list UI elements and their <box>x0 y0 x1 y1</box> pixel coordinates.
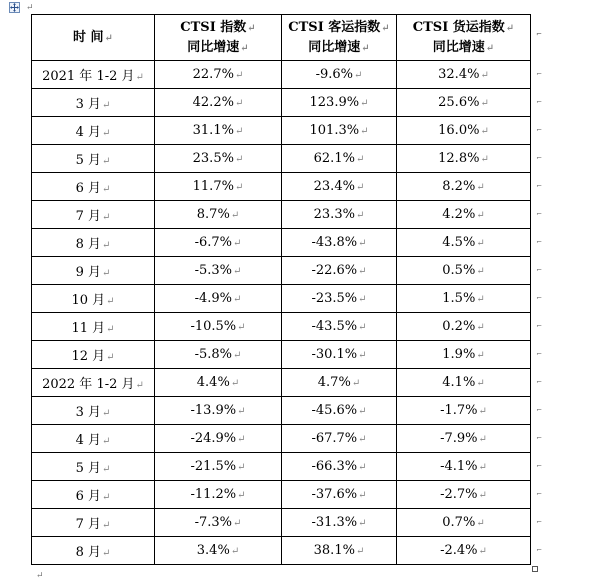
cell-freight <box>397 145 542 173</box>
cell-passenger-value: -67.7% <box>311 431 358 446</box>
cell-ctsi <box>155 229 282 257</box>
cell-end-mark-icon: ↵ <box>476 350 485 361</box>
cell-freight-value: -2.7% <box>440 487 478 502</box>
cell-end-mark-icon: ↵ <box>354 70 363 81</box>
cell-freight-value: 0.7% <box>442 515 476 530</box>
cell-end-mark-icon: ↵ <box>480 70 489 81</box>
cell-passenger-value: -9.6% <box>315 67 354 82</box>
cell-freight <box>397 425 542 453</box>
cell-end-mark-icon: ↵ <box>478 546 487 557</box>
cell-ctsi-value: 4.4% <box>196 375 230 390</box>
header-ctsi-line2: 同比增速 <box>187 39 240 55</box>
table-row <box>32 145 531 173</box>
cell-freight-value: 4.5% <box>442 235 476 250</box>
cell-time <box>32 537 155 565</box>
cell-ctsi <box>155 285 282 313</box>
cell-freight <box>397 89 542 117</box>
cell-end-mark-icon: ↵ <box>351 378 361 389</box>
cell-ctsi-value: -10.5% <box>190 319 237 334</box>
cell-passenger <box>282 509 397 537</box>
header-time-label: 时 间 <box>73 29 104 45</box>
cell-freight-value: 0.5% <box>442 263 476 278</box>
cell-end-mark-icon: ↵ <box>360 98 369 109</box>
cell-time <box>32 313 155 341</box>
cell-end-mark-icon: ↵ <box>476 378 485 389</box>
row-end-mark-icon: ⌐ <box>536 490 542 498</box>
cell-ctsi <box>155 313 282 341</box>
cell-end-mark-icon: ↵ <box>234 70 244 81</box>
row-end-mark-icon: ⌐ <box>536 294 542 302</box>
table-row <box>32 201 531 229</box>
cell-ctsi-value: 31.1% <box>192 123 234 138</box>
cell-ctsi <box>155 537 282 565</box>
cell-passenger-value: -45.6% <box>311 403 358 418</box>
cell-end-mark-icon: ↵ <box>355 210 365 221</box>
cell-passenger <box>282 481 397 509</box>
table-row <box>32 61 531 89</box>
cell-passenger <box>282 229 397 257</box>
cell-ctsi <box>155 509 282 537</box>
row-end-mark-icon: ⌐ <box>536 406 542 414</box>
row-end-mark-icon: ⌐ <box>536 154 542 162</box>
cell-time <box>32 61 155 89</box>
row-end-mark-icon: ⌐ <box>536 518 542 526</box>
cell-time <box>32 89 155 117</box>
cell-freight <box>397 229 542 257</box>
cell-end-mark-icon: ↵ <box>485 42 495 54</box>
cell-end-mark-icon: ↵ <box>358 406 367 417</box>
cell-freight-value: 8.2% <box>442 179 476 194</box>
cell-end-mark-icon: ↵ <box>478 490 487 501</box>
cell-end-mark-icon: ↵ <box>230 210 240 221</box>
header-freight <box>397 15 542 61</box>
row-end-mark-icon: ⌐ <box>536 126 542 134</box>
cell-time <box>32 481 155 509</box>
cell-end-mark-icon: ↵ <box>234 126 244 137</box>
cell-passenger <box>282 117 397 145</box>
cell-end-mark-icon: ↵ <box>237 322 246 333</box>
cell-passenger <box>282 341 397 369</box>
cell-passenger-value: -43.8% <box>311 235 358 250</box>
cell-end-mark-icon: ↵ <box>102 128 111 139</box>
table-row <box>32 285 531 313</box>
cell-ctsi-value: -5.3% <box>194 263 233 278</box>
header-ctsi-line1: CTSI 指数 <box>180 19 247 35</box>
cell-end-mark-icon: ↵ <box>247 22 256 34</box>
table-row <box>32 313 531 341</box>
cell-freight <box>397 285 542 313</box>
cell-end-mark-icon: ↵ <box>234 98 244 109</box>
cell-time-value: 12 月 <box>71 349 106 364</box>
cell-ctsi <box>155 173 282 201</box>
cell-time-value: 7 月 <box>75 209 101 224</box>
cell-freight <box>397 537 542 565</box>
table-row <box>32 369 531 397</box>
cell-time <box>32 425 155 453</box>
cell-passenger-value: -22.6% <box>311 263 358 278</box>
cell-freight <box>397 453 542 481</box>
cell-freight-value: 0.2% <box>442 319 476 334</box>
cell-time <box>32 201 155 229</box>
cell-ctsi <box>155 257 282 285</box>
cell-freight <box>397 509 542 537</box>
cell-time <box>32 397 155 425</box>
cell-ctsi-value: -4.9% <box>194 291 233 306</box>
cell-passenger-value: 4.7% <box>317 375 351 390</box>
cell-time-value: 8 月 <box>75 545 101 560</box>
cell-time-value: 7 月 <box>75 517 101 532</box>
cell-time-value: 9 月 <box>75 265 101 280</box>
cell-passenger <box>282 257 397 285</box>
header-freight-line1: CTSI 货运指数 <box>412 19 505 35</box>
cell-ctsi-value: -7.3% <box>194 515 233 530</box>
cell-time <box>32 341 155 369</box>
cell-end-mark-icon: ↵ <box>381 22 390 34</box>
table-header-row <box>32 15 531 61</box>
cell-passenger-value: -66.3% <box>311 459 358 474</box>
cell-ctsi <box>155 481 282 509</box>
cell-end-mark-icon: ↵ <box>233 294 242 305</box>
cell-passenger <box>282 425 397 453</box>
cell-time-value: 8 月 <box>75 237 101 252</box>
cell-time <box>32 453 155 481</box>
cell-freight-value: -7.9% <box>440 431 478 446</box>
cell-ctsi-value: 22.7% <box>192 67 234 82</box>
cell-passenger-value: 23.3% <box>313 207 355 222</box>
cell-end-mark-icon: ↵ <box>355 546 365 557</box>
cell-end-mark-icon: ↵ <box>505 22 515 34</box>
cell-end-mark-icon: ↵ <box>102 464 111 475</box>
cell-end-mark-icon: ↵ <box>240 42 249 54</box>
cell-time-value: 11 月 <box>71 321 106 336</box>
cell-freight-value: 4.1% <box>442 375 476 390</box>
table-row <box>32 453 531 481</box>
row-end-mark-icon: ⌐ <box>536 350 542 358</box>
cell-time-value: 4 月 <box>75 125 101 140</box>
cell-time-value: 2022 年 1-2 月 <box>42 377 135 392</box>
cell-end-mark-icon: ↵ <box>476 322 485 333</box>
cell-freight-value: 12.8% <box>438 151 480 166</box>
cell-passenger-value: -43.5% <box>311 319 358 334</box>
cell-ctsi <box>155 89 282 117</box>
cell-end-mark-icon: ↵ <box>230 546 240 557</box>
cell-end-mark-icon: ↵ <box>358 238 367 249</box>
header-time <box>32 15 155 61</box>
cell-ctsi-value: -13.9% <box>190 403 237 418</box>
cell-end-mark-icon: ↵ <box>478 406 487 417</box>
cell-passenger-value: 62.1% <box>313 151 355 166</box>
cell-ctsi-value: -5.8% <box>194 347 233 362</box>
cell-freight-value: 16.0% <box>438 123 480 138</box>
cell-end-mark-icon: ↵ <box>476 182 485 193</box>
header-freight-line2: 同比增速 <box>432 39 485 55</box>
cell-passenger <box>282 453 397 481</box>
row-end-mark-icon: ⌐ <box>536 546 542 554</box>
cell-passenger-value: -31.3% <box>311 515 358 530</box>
table-row <box>32 173 531 201</box>
cell-end-mark-icon: ↵ <box>476 518 485 529</box>
cell-time-value: 6 月 <box>75 181 101 196</box>
cell-ctsi <box>155 117 282 145</box>
cell-end-mark-icon: ↵ <box>478 434 487 445</box>
cell-passenger <box>282 201 397 229</box>
cell-freight <box>397 61 542 89</box>
cell-end-mark-icon: ↵ <box>480 98 489 109</box>
cell-freight <box>397 201 542 229</box>
table-row <box>32 229 531 257</box>
header-passenger <box>282 15 397 61</box>
cell-end-mark-icon: ↵ <box>358 266 367 277</box>
cell-end-mark-icon: ↵ <box>102 156 111 167</box>
cell-freight-value: -1.7% <box>440 403 478 418</box>
cell-end-mark-icon: ↵ <box>476 294 485 305</box>
cell-end-mark-icon: ↵ <box>234 154 244 165</box>
cell-ctsi <box>155 369 282 397</box>
cell-end-mark-icon: ↵ <box>102 492 111 503</box>
table-row <box>32 257 531 285</box>
cell-end-mark-icon: ↵ <box>358 350 367 361</box>
cell-freight-value: 25.6% <box>438 95 480 110</box>
paragraph-mark-icon: ↵ <box>26 3 34 13</box>
cell-time <box>32 285 155 313</box>
cell-end-mark-icon: ↵ <box>358 518 367 529</box>
cell-time <box>32 145 155 173</box>
cell-end-mark-icon: ↵ <box>478 462 487 473</box>
cell-passenger <box>282 397 397 425</box>
cell-end-mark-icon: ↵ <box>106 296 115 307</box>
cell-ctsi-value: 42.2% <box>192 95 234 110</box>
cell-ctsi <box>155 425 282 453</box>
cell-end-mark-icon: ↵ <box>102 408 111 419</box>
cell-passenger-value: 101.3% <box>309 123 360 138</box>
cell-time-value: 5 月 <box>75 153 101 168</box>
row-end-mark-icon: ⌐ <box>536 434 542 442</box>
cell-ctsi <box>155 145 282 173</box>
cell-end-mark-icon: ↵ <box>480 126 489 137</box>
cell-time-value: 10 月 <box>71 293 106 308</box>
row-end-mark-icon: ⌐ <box>536 462 542 470</box>
cell-end-mark-icon: ↵ <box>360 126 369 137</box>
table-row <box>32 341 531 369</box>
table-row <box>32 117 531 145</box>
cell-freight-value: 1.9% <box>442 347 476 362</box>
cell-end-mark-icon: ↵ <box>102 268 111 279</box>
cell-time <box>32 173 155 201</box>
row-end-mark-icon: ⌐ <box>536 238 542 246</box>
ctsi-growth-table <box>31 14 542 565</box>
cell-freight <box>397 341 542 369</box>
cell-time <box>32 369 155 397</box>
cell-time-value: 5 月 <box>75 461 101 476</box>
cell-freight-value: 32.4% <box>438 67 480 82</box>
cell-end-mark-icon: ↵ <box>230 378 240 389</box>
cell-end-mark-icon: ↵ <box>135 380 144 391</box>
cell-end-mark-icon: ↵ <box>476 266 485 277</box>
cell-ctsi-value: -24.9% <box>190 431 237 446</box>
cell-end-mark-icon: ↵ <box>480 154 489 165</box>
cell-ctsi <box>155 201 282 229</box>
cell-ctsi <box>155 61 282 89</box>
cell-passenger <box>282 285 397 313</box>
cell-time-value: 2021 年 1-2 月 <box>42 69 135 84</box>
row-end-mark-icon: ⌐ <box>536 378 542 386</box>
cell-ctsi-value: -6.7% <box>194 235 233 250</box>
cell-time <box>32 257 155 285</box>
cell-end-mark-icon: ↵ <box>358 322 367 333</box>
cell-end-mark-icon: ↵ <box>233 238 242 249</box>
cell-passenger <box>282 89 397 117</box>
cell-end-mark-icon: ↵ <box>237 406 246 417</box>
cell-end-mark-icon: ↵ <box>102 436 111 447</box>
cell-freight <box>397 397 542 425</box>
cell-passenger-value: 23.4% <box>313 179 355 194</box>
cell-freight <box>397 173 542 201</box>
cell-passenger-value: 38.1% <box>313 543 355 558</box>
header-passenger-line1: CTSI 客运指数 <box>288 19 381 35</box>
cell-passenger <box>282 173 397 201</box>
cell-passenger <box>282 145 397 173</box>
table-move-handle-icon[interactable] <box>9 2 20 13</box>
cell-passenger-value: 123.9% <box>309 95 360 110</box>
cell-end-mark-icon: ↵ <box>358 294 367 305</box>
cell-end-mark-icon: ↵ <box>135 72 144 83</box>
cell-passenger-value: -23.5% <box>311 291 358 306</box>
cell-end-mark-icon: ↵ <box>237 434 246 445</box>
cell-end-mark-icon: ↵ <box>102 100 111 111</box>
cell-freight <box>397 257 542 285</box>
cell-ctsi-value: 3.4% <box>196 543 230 558</box>
table-resize-handle[interactable] <box>532 566 538 572</box>
cell-ctsi-value: 8.7% <box>196 207 230 222</box>
cell-ctsi <box>155 397 282 425</box>
cell-end-mark-icon: ↵ <box>102 240 111 251</box>
cell-passenger-value: -30.1% <box>311 347 358 362</box>
cell-time <box>32 229 155 257</box>
table-row <box>32 89 531 117</box>
row-end-mark-icon: ⌐ <box>536 182 542 190</box>
cell-end-mark-icon: ↵ <box>361 42 370 54</box>
cell-passenger <box>282 61 397 89</box>
cell-passenger <box>282 369 397 397</box>
paragraph-mark-icon: ↵ <box>36 571 44 581</box>
cell-end-mark-icon: ↵ <box>237 462 246 473</box>
cell-freight-value: -2.4% <box>440 543 478 558</box>
cell-end-mark-icon: ↵ <box>358 434 367 445</box>
row-end-mark-icon: ⌐ <box>536 266 542 274</box>
cell-end-mark-icon: ↵ <box>358 490 367 501</box>
cell-ctsi-value: -11.2% <box>190 487 237 502</box>
cell-end-mark-icon: ↵ <box>476 210 485 221</box>
cell-end-mark-icon: ↵ <box>358 462 367 473</box>
cell-end-mark-icon: ↵ <box>106 352 115 363</box>
cell-ctsi-value: 23.5% <box>192 151 234 166</box>
cell-time <box>32 117 155 145</box>
table-row <box>32 425 531 453</box>
cell-passenger <box>282 313 397 341</box>
cell-end-mark-icon: ↵ <box>237 490 246 501</box>
cell-time-value: 3 月 <box>75 405 101 420</box>
table-row <box>32 481 531 509</box>
row-end-mark-icon: ⌐ <box>536 98 542 106</box>
cell-ctsi <box>155 341 282 369</box>
cell-freight <box>397 313 542 341</box>
cell-end-mark-icon: ↵ <box>355 154 365 165</box>
row-end-mark-icon: ⌐ <box>536 70 542 78</box>
cell-end-mark-icon: ↵ <box>102 548 111 559</box>
cell-end-mark-icon: ↵ <box>102 212 111 223</box>
cell-end-mark-icon: ↵ <box>106 324 115 335</box>
cell-freight-value: 4.2% <box>442 207 476 222</box>
cell-ctsi-value: 11.7% <box>192 179 234 194</box>
cell-passenger <box>282 537 397 565</box>
cell-end-mark-icon: ↵ <box>233 266 242 277</box>
cell-end-mark-icon: ↵ <box>102 184 111 195</box>
cell-ctsi-value: -21.5% <box>190 459 237 474</box>
cell-time-value: 3 月 <box>75 97 101 112</box>
cell-end-mark-icon: ↵ <box>102 520 111 531</box>
cell-end-mark-icon: ↵ <box>233 350 242 361</box>
cell-freight <box>397 117 542 145</box>
table-row <box>32 397 531 425</box>
cell-end-mark-icon: ↵ <box>233 518 242 529</box>
header-ctsi <box>155 15 282 61</box>
row-end-mark-icon: ⌐ <box>536 29 542 38</box>
cell-time-value: 4 月 <box>75 433 101 448</box>
cell-time-value: 6 月 <box>75 489 101 504</box>
table-row <box>32 509 531 537</box>
cell-passenger-value: -37.6% <box>311 487 358 502</box>
cell-end-mark-icon: ↵ <box>234 182 244 193</box>
cell-ctsi <box>155 453 282 481</box>
cell-freight <box>397 369 542 397</box>
header-passenger-line2: 同比增速 <box>308 39 361 55</box>
cell-freight-value: -4.1% <box>440 459 478 474</box>
cell-end-mark-icon: ↵ <box>104 32 113 44</box>
cell-time <box>32 509 155 537</box>
cell-end-mark-icon: ↵ <box>476 238 485 249</box>
cell-freight <box>397 481 542 509</box>
cell-end-mark-icon: ↵ <box>355 182 365 193</box>
row-end-mark-icon: ⌐ <box>536 210 542 218</box>
cell-freight-value: 1.5% <box>442 291 476 306</box>
table-row <box>32 537 531 565</box>
row-end-mark-icon: ⌐ <box>536 322 542 330</box>
